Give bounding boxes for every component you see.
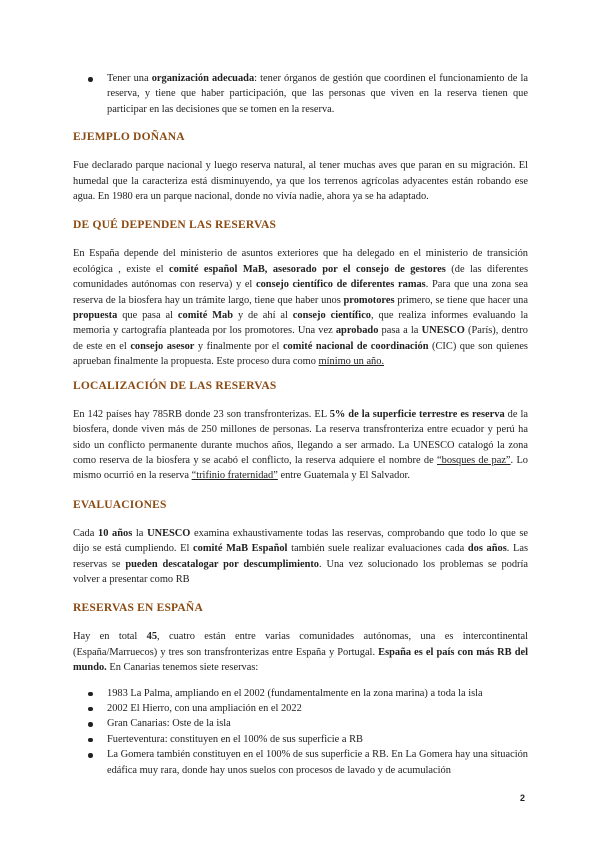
list-item-text: Fuerteventura: constituyen en el 100% de sus superficie a RB: [107, 733, 363, 745]
heading-depend: DE QUÉ DEPENDEN LAS RESERVAS: [73, 219, 277, 232]
heading-donana: EJEMPLO DOÑANA: [73, 131, 185, 144]
list-item-text: La Gomera también constituyen en el 100% de sus superficie a RB. En La Gomera hay una situación edáfica muy rara, donde hay unos suelos con procesos de lavado y de acumulación: [107, 749, 528, 776]
paragraph-spain: Hay en total 45, cuatro están entre varias comunidades autónomas, una es intercontinental (España/Marruecos) y tres son transfronterizas entre España y Portugal. España es el país con más RB del mundo. En Canarias tenemos siete reservas:: [73, 631, 528, 674]
bullet-dot: [88, 77, 93, 82]
bullet-dot: [88, 707, 93, 712]
page-number: 2: [520, 793, 526, 803]
canary-reserves-list: [73, 686, 528, 778]
list-item: [73, 747, 528, 778]
organization-bullet: [73, 71, 528, 117]
bullet-dot: [88, 753, 93, 758]
heading-evaluations: EVALUACIONES: [73, 498, 167, 511]
bullet-dot: [88, 722, 93, 727]
paragraph-evaluations: Cada 10 años la UNESCO examina exhaustivamente todas las reservas, comprobando que todo lo que se dijo se está cumpliendo. El comité MaB Español también suele realizar evaluaciones cada dos años. Las reservas se pueden descatalogar por descumplimiento. Una vez solucionado los problemas se podría volver a presentar como RB: [73, 527, 528, 585]
heading-location: LOCALIZACIÓN DE LAS RESERVAS: [73, 379, 277, 392]
list-item-text: 1983 La Palma, ampliando en el 2002 (fundamentalmente en la zona marina) a toda la isla: [107, 687, 483, 699]
heading-spain: RESERVAS EN ESPAÑA: [73, 602, 203, 615]
paragraph-donana: Fue declarado parque nacional y luego reserva natural, al tener muchas aves que paran en su migración. El humedal que la caracteriza está disminuyendo, ya que los terrenos agrícolas adyacentes están robando ese agua. En 1980 era un parque nacional, donde no vivía nadie, ahora ya se ha adaptado.: [73, 160, 528, 203]
bullet-dot: [88, 738, 93, 743]
list-item: [73, 701, 528, 716]
list-item-text: 2002 El Hierro, con una ampliación en el 2022: [107, 702, 302, 714]
paragraph-location: En 142 países hay 785RB donde 23 son transfronterizas. EL 5% de la superficie terrestre es reserva de la biosfera, donde viven más de 250 millones de personas. La reserva transfronteriza entre ecuador y perú ha sido un conflicto permanente durante muchos años, llegando a ser armado. La UNESCO catalogó la zona como reserva de la biosfera y se acabó el conflicto, la reserva adquiere el nombre de “bosques de paz”. Lo mismo ocurrió en la reserva “trifinio fraternidad” entre Guatemala y El Salvador.: [73, 408, 528, 482]
page-content: [73, 71, 528, 778]
bullet-dot: [88, 692, 93, 697]
list-item: [73, 686, 528, 701]
list-item: [73, 716, 528, 731]
bullet-text: Tener una organización adecuada: tener órganos de gestión que coordinen el funcionamiento de la reserva, y tiene que haber participación, que las personas que viven en la reserva tienen que participar en las decisiones que se tomen en la reserva.: [107, 73, 528, 115]
list-item-text: Gran Canarias: Oste de la isla: [107, 718, 231, 730]
paragraph-depend: En España depende del ministerio de asuntos exteriores que ha delegado en el ministerio de transición ecológica , existe el comité español MaB, asesorado por el consejo de gestores (de las diferentes comunidades autónomas con reserva) y el consejo científico de diferentes ramas. Para que una zona sea reserva de la biosfera hay un trámite largo, tiene que haber unos promotores primero, se tiene que hacer una propuesta que pasa al comité Mab y de ahí al consejo científico, que realiza informes evaluando la memoria y cartografía planteada por los promotores. Una vez aprobado pasa a la UNESCO (París), dentro de este en el consejo asesor y finalmente por el comité nacional de coordinación (CIC) que son quienes aprueban finalmente la propuesta. Este proceso dura como mínimo un año.: [73, 248, 529, 368]
list-item: [73, 732, 528, 747]
